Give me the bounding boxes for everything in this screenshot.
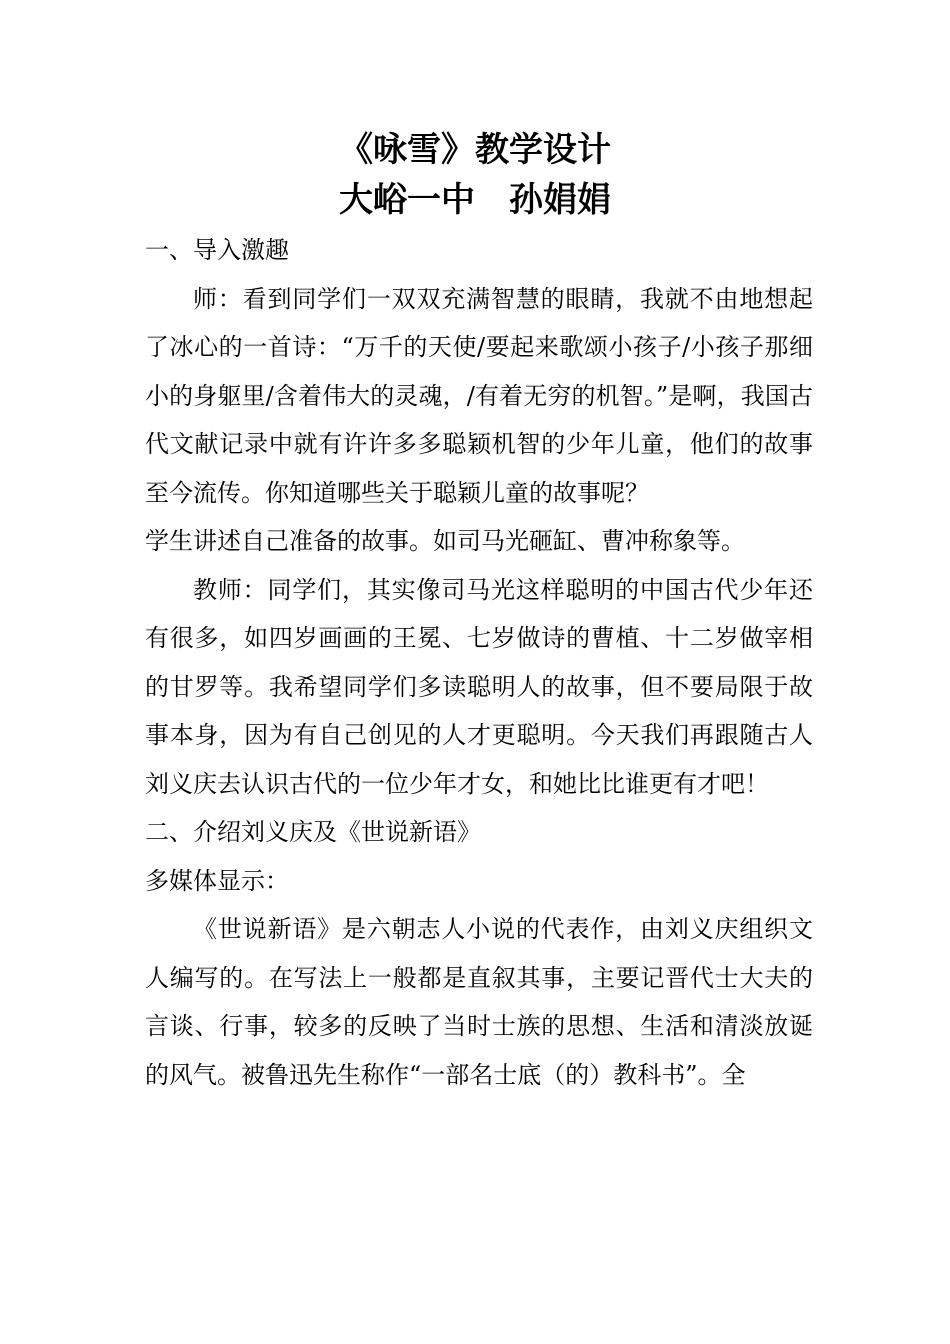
paragraph-student-stories: 学生讲述自己准备的故事。如司马光砸缸、曹冲称象等。 <box>145 527 745 555</box>
paragraph-teacher-intro: 师：看到同学们一双双充满智慧的眼睛，我就不由地想起了冰心的一首诗：“万千的天使/要起来歌颂小孩子/小孩子那细小的身躯里/含着伟大的灵魂，/有着无穷的机智。”是啊，我国古代文献记录中就有许许多多聪颖机智的少年儿童，他们的故事至今流传。你知道哪些关于聪颖儿童的故事呢？ <box>145 284 813 507</box>
section-heading-1: 一、导入激趣 <box>145 236 289 264</box>
paragraph-teacher-talk: 教师：同学们，其实像司马光这样聪明的中国古代少年还有很多，如四岁画画的王冕、七岁做诗的曹植、十二岁做宰相的甘罗等。我希望同学们多读聪明人的故事，但不要局限于故事本身，因为有自己创见的人才更聪明。今天我们再跟随古人刘义庆去认识古代的一位少年才女，和她比比谁更有才吧！ <box>145 575 813 798</box>
document-body <box>145 226 813 1099</box>
paragraph-shishuoxinyu: 《世说新语》是六朝志人小说的代表作，由刘义庆组织文人编写的。在写法上一般都是直叙其事，主要记晋代士大夫的言谈、行事，较多的反映了当时士族的思想、生活和清淡放诞的风气。被鲁迅先生称作“一部名士底（的）教科书”。全 <box>145 915 813 1089</box>
section-heading-2: 二、介绍刘义庆及《世说新语》 <box>145 818 481 846</box>
author-line: 大峪一中 孙娟娟 <box>339 180 611 220</box>
document-title: 《咏雪》教学设计 <box>339 130 611 170</box>
paragraph-multimedia: 多媒体显示： <box>145 866 289 895</box>
